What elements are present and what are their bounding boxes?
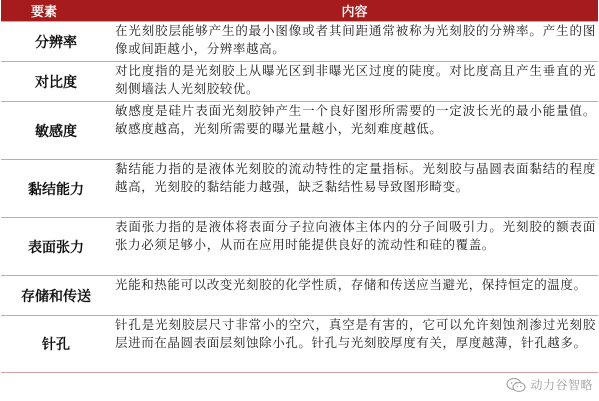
row-name: 存储和传送 [21,288,91,305]
row-name: 分辨率 [35,34,77,51]
table-row [1,102,598,160]
table-row [1,276,598,316]
table-header [1,0,598,22]
table-row [1,22,598,62]
row-description: 对比度指的是光刻胶上从曝光区到非曝光区过度的陡度。对比度高且产生垂直的光刻侧墙法人光刻胶较优。 [115,63,596,96]
row-description: 在光刻胶层能够产生的最小图像或者其间距通常被称为光刻胶的分辨率。产生的图像或间距越小，分辨率越高。 [115,23,596,56]
wechat-icon [506,377,526,393]
row-name: 表面张力 [28,239,84,256]
table-row [1,218,598,276]
row-description: 黏结能力指的是液体光刻胶的流动特性的定量指标。光刻胶与晶圆表面黏结的程度越高，光刻胶的黏结能力越强，缺乏黏结性易导致图形畸变。 [115,161,596,194]
table-row [1,160,598,218]
watermark [506,376,593,393]
row-description: 敏感度是硅片表面光刻胶钟产生一个良好图形所需要的一定波长光的最小能量值。敏感度越高，光刻所需要的曝光量越小，光刻难度越低。 [115,103,596,136]
row-name: 针孔 [42,337,70,353]
header-factor: 要素 [1,0,111,22]
properties-table [1,0,598,373]
table-row [1,316,598,373]
row-name: 黏结能力 [28,181,84,198]
header-content: 内容 [111,0,598,22]
row-description: 针孔是光刻胶层尺寸非常小的空穴，真空是有害的，它可以允许刻蚀剂渗过光刻胶层进而在晶圆表面层刻蚀除小孔。针孔与光刻胶厚度有关，厚度越薄，针孔越多。 [115,317,596,350]
watermark-text: 动力谷智略 [530,378,593,392]
row-name: 敏感度 [35,123,77,140]
table-body [1,22,598,373]
row-name: 对比度 [35,74,77,91]
row-description: 光能和热能可以改变光刻胶的化学性质，存储和传送应当避光，保持恒定的温度。 [115,277,587,292]
header-row [1,0,598,22]
table-row [1,62,598,102]
row-description: 表面张力指的是液体将表面分子拉向液体主体内的分子间吸引力。光刻胶的额表面张力必须足够小，从而在应用时能提供良好的流动性和硅的覆盖。 [115,219,596,252]
